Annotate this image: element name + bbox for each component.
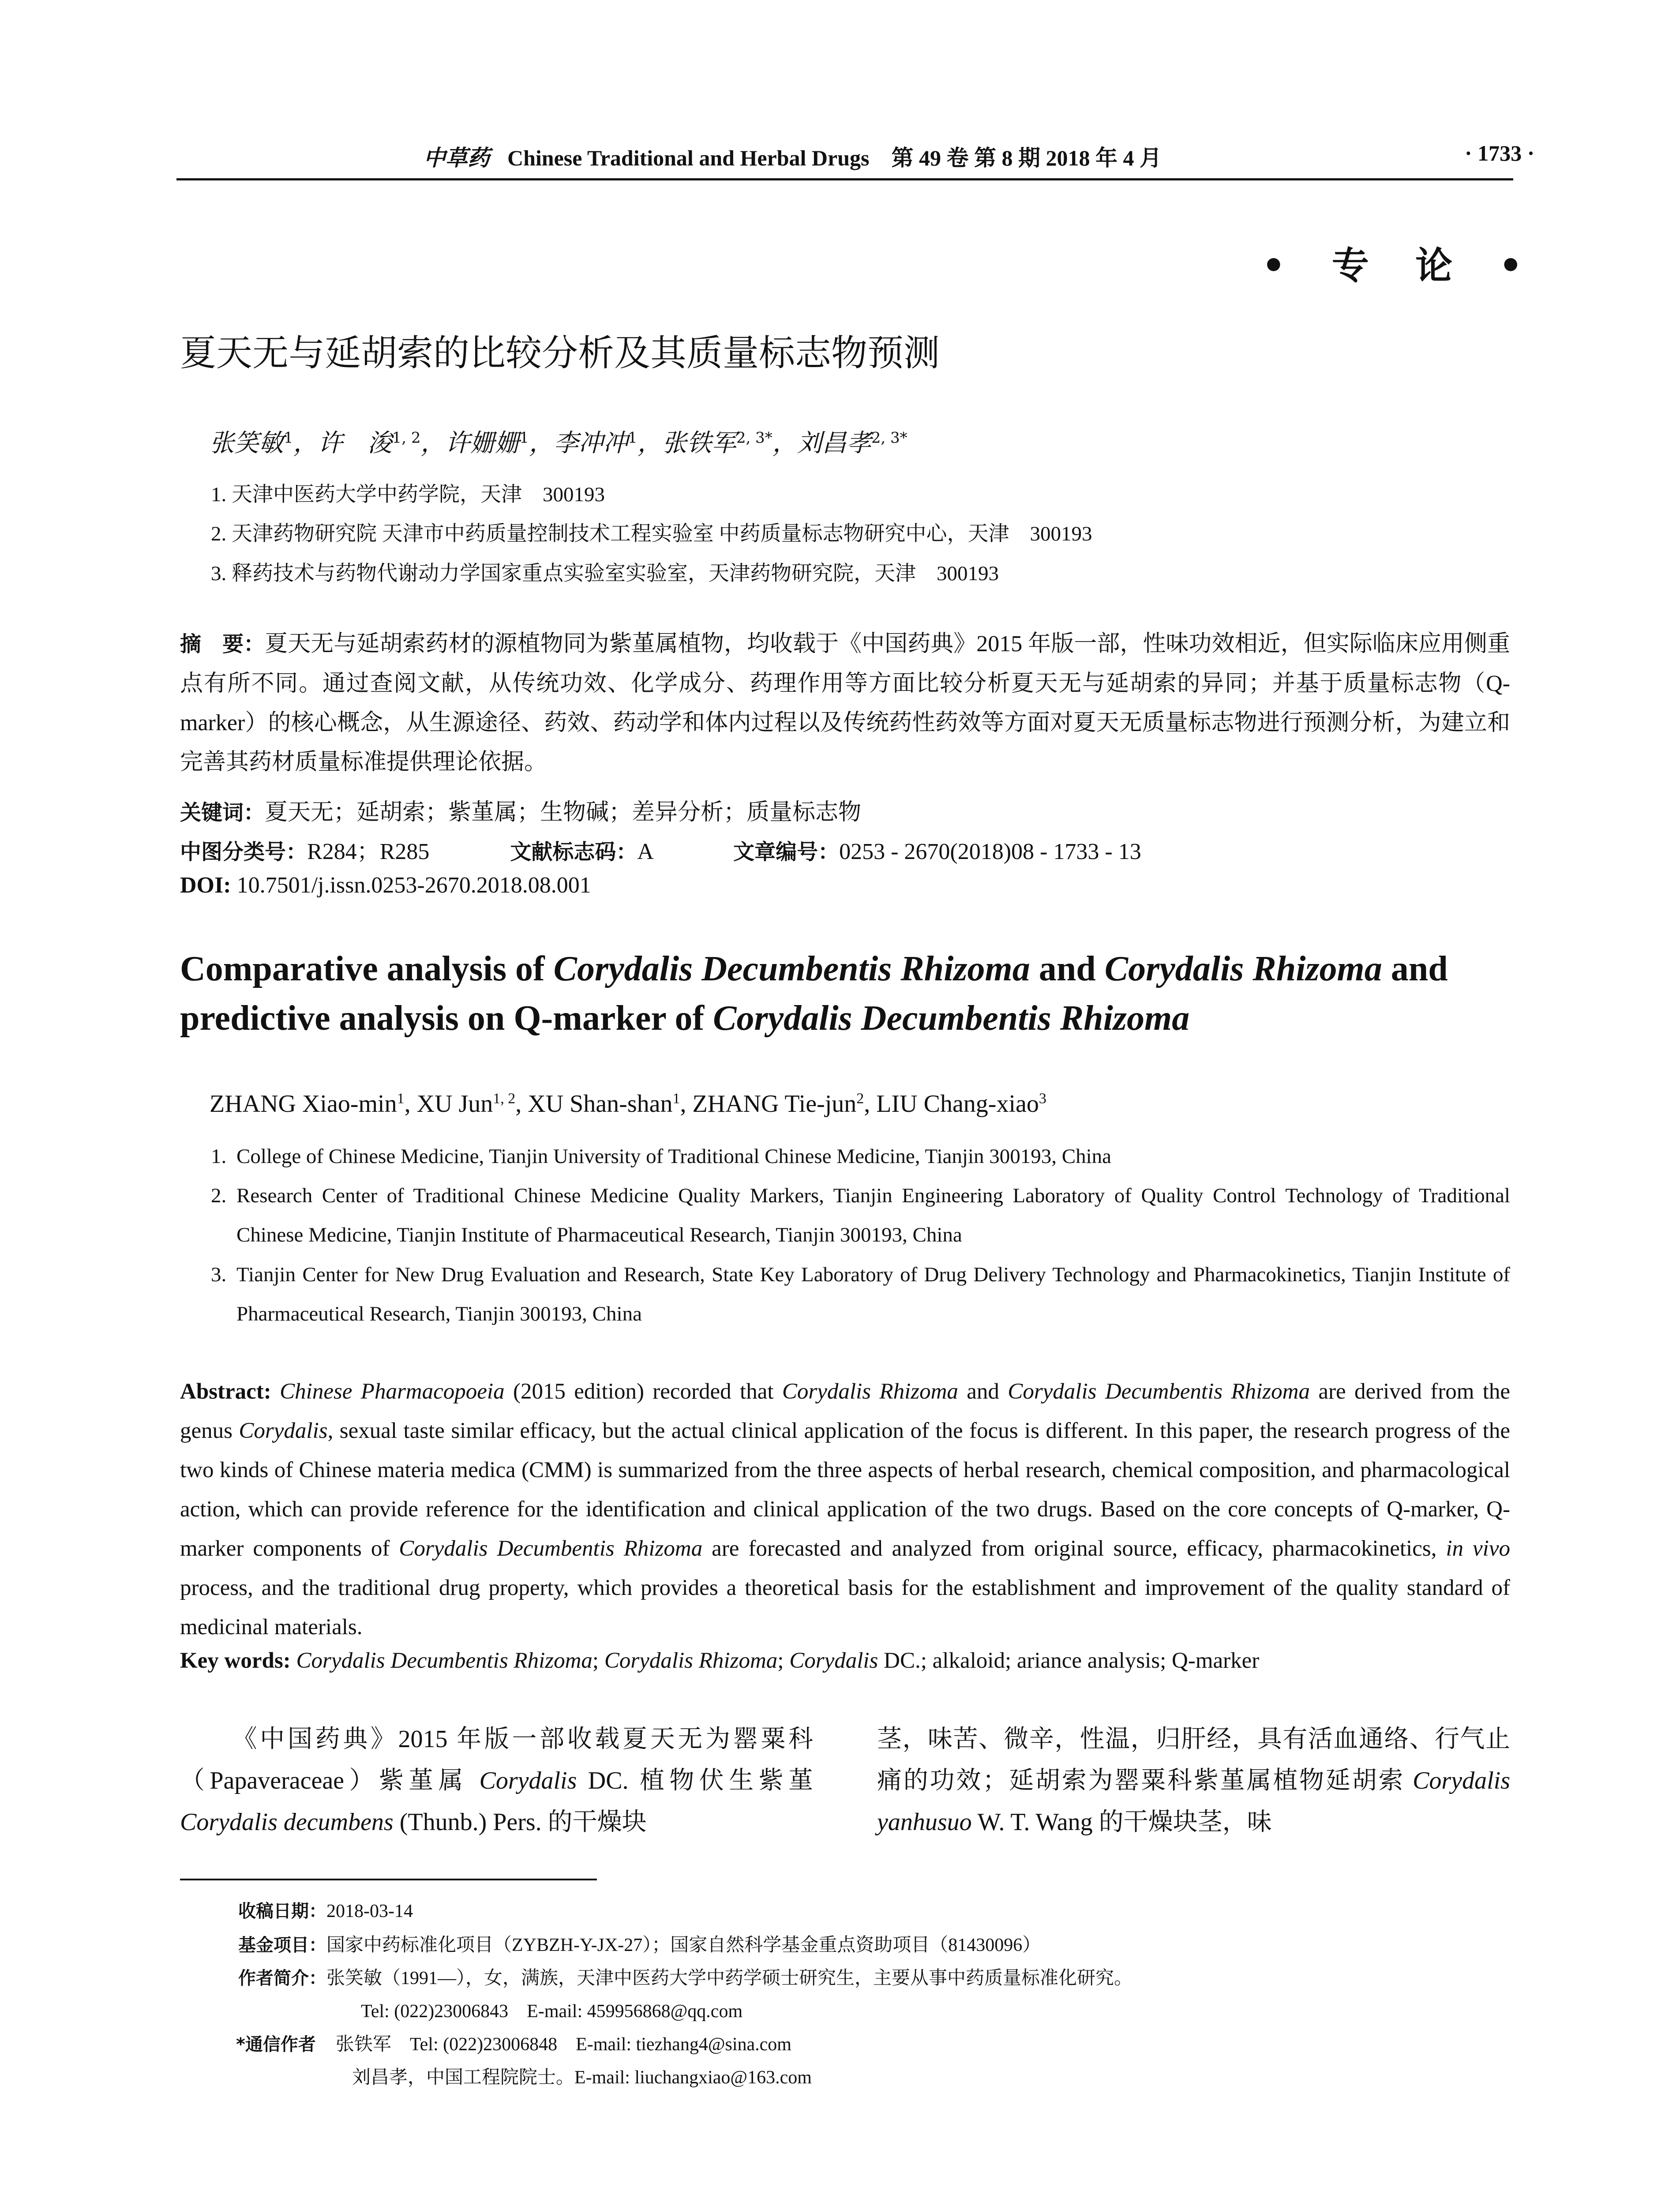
english-author-affiliation-mark: 1, 2 (493, 1090, 516, 1107)
footnote-author-bio: 作者简介：张笑敏（1991—），女，满族，天津中医药大学中药学硕士研究生，主要从事中药质量标准化研究。 (238, 1968, 1133, 1988)
english-abstract-segment: process, and the traditional drug property, which provides a theoretical basis for the establishment and improvement of the quality standard of medicinal materials. (180, 1576, 1510, 1639)
chinese-author-name: 许 浚 (318, 429, 392, 458)
chinese-author-affiliation-mark: 1 (519, 429, 529, 447)
body-left-segment: DC. 植物伏生紫堇 (577, 1767, 814, 1794)
english-author-affiliation-mark: 1 (672, 1090, 680, 1107)
footnote-received: 收稿日期：2018-03-14 (238, 1901, 413, 1921)
doi-label: DOI: (180, 873, 231, 898)
english-author-name: ZHANG Xiao-min (210, 1090, 397, 1118)
english-affiliation-3: 3. Tianjin Center for New Drug Evaluation and Research, State Key Laboratory of Drug Delivery Technology and Pharmacokinetics, Tianjin Institute of Pharmaceutical Research, Tianjin 300193, China (211, 1255, 1510, 1334)
footnote-corresponding-2: 刘昌孝，中国工程院院士。E-mail: liuchangxiao@163.com (352, 2067, 812, 2088)
english-author-affiliation-mark: 1 (397, 1090, 405, 1107)
english-abstract (180, 1372, 1510, 1647)
doi-line (180, 872, 591, 898)
english-keywords-segment: ; (592, 1648, 604, 1673)
chinese-abstract-label: 摘 要： (180, 632, 265, 657)
chinese-abstract (180, 624, 1510, 782)
english-authors: ZHANG Xiao-$\min^1$, XU Jun$^{1, 2}$, XU Shan-shan$^1$, ZHANG Tie-jun$^2$, LIU Chang-xiao$^3$ (210, 1090, 1046, 1118)
english-abstract-segment: (2015 edition) recorded that (504, 1379, 782, 1404)
doi-value: 10.7501/j.issn.0253-2670.2018.08.001 (236, 873, 591, 898)
document-code-label: 文献标志码： (510, 840, 638, 864)
english-abstract-segment: are derived from the genus (180, 1379, 1511, 1443)
english-title-segment: and predictive analysis on Q-marker of (180, 949, 1448, 1038)
chinese-author-affiliation-mark: 1, 2 (392, 429, 421, 447)
chinese-author-name: 张铁军 (662, 429, 736, 458)
chinese-author-name: 张笑敏 (210, 429, 284, 458)
footnote-fund: 基金项目：国家中药标准化项目（ZYBZH-Y-JX-27）；国家自然科学基金重点资助项目（81430096） (238, 1935, 1041, 1955)
column-tag: • 专 论 • (1262, 244, 1540, 287)
english-abstract-segment: , sexual taste similar efficacy, but the actual clinical application of the focus is different. In this paper, the research progress of the two kinds of Chinese materia medica (CMM) is summarized from the three aspects of herbal research, chemical composition, and pharmacological action, which can provide reference for the identification and clinical application of the two drugs. Based on the core concepts of Q-marker, Q-marker components of (180, 1418, 1510, 1561)
english-abstract-label: Abstract: (180, 1379, 271, 1404)
english-abstract-text (180, 1379, 1510, 1639)
english-abstract-segment: in vivo (1446, 1536, 1510, 1561)
classification-line (180, 833, 1141, 866)
chinese-keywords-text: 夏天无；延胡索；紫堇属；生物碱；差异分析；质量标志物 (265, 800, 862, 825)
english-keywords-label: Key words: (180, 1648, 291, 1673)
chinese-affiliation-2: 2. 天津药物研究院 天津市中药质量控制技术工程实验室 中药质量标志物研究中心，天津 300193 (211, 522, 1092, 545)
chinese-keywords-label: 关键词： (180, 800, 265, 825)
footnote-rule (180, 1879, 597, 1880)
chinese-abstract-text: 夏天无与延胡索药材的源植物同为紫堇属植物，均收载于《中国药典》2015 年版一部，性味功效相近，但实际临床应用侧重点有所不同。通过查阅文献，从传统功效、化学成分、药理作用等方面比较分析夏天无与延胡索的异同；并基于质量标志物（Q-marker）的核心概念，从生源途径、药效、药动学和体内过程以及传统药性药效等方面对夏天无质量标志物进行预测分析，为建立和完善其药材质量标准提供理论依据。 (180, 631, 1510, 775)
english-keywords-segment: Corydalis Decumbentis Rhizoma (296, 1648, 592, 1673)
english-keywords-text (291, 1648, 1260, 1673)
chinese-author-affiliation-mark: 1 (628, 429, 638, 447)
article-number-label: 文章编号： (733, 840, 840, 864)
page-number: · 1733 · (1465, 141, 1535, 165)
article-number-value: 0253 - 2670(2018)08 - 1733 - 13 (839, 839, 1141, 864)
english-keywords-segment: DC.; alkaloid; ariance analysis; Q-marker (878, 1648, 1260, 1673)
chinese-keywords (180, 793, 861, 826)
english-title-segment: Corydalis Decumbentis Rhizoma (713, 999, 1190, 1038)
english-keywords-segment: Corydalis (789, 1648, 878, 1673)
document-code-value: A (637, 839, 653, 864)
chinese-affiliation-1: 1. 天津中医药大学中药学院，天津 300193 (211, 483, 605, 506)
body-right-segment: 茎，味苦、微辛，性温，归肝经，具有活血通络、行气止痛的功效；延胡索为罂粟科紫堇属植物延胡索 (877, 1726, 1510, 1794)
running-header (424, 140, 1162, 172)
body-left-segment: Corydalis (479, 1767, 577, 1794)
english-abstract-segment (271, 1379, 280, 1404)
chinese-affiliation-3: 3. 释药技术与药物代谢动力学国家重点实验室实验室，天津药物研究院，天津 300193 (211, 562, 999, 585)
chinese-author-name: 许姗姗 (445, 429, 520, 458)
english-title-segment: Corydalis Decumbentis Rhizoma (553, 949, 1030, 988)
body-right-segment: Corydalis yanhusuo (877, 1767, 1510, 1836)
journal-issue-info: Chinese Traditional and Herbal Drugs 第 49 卷 第 8 期 2018 年 4 月 (507, 146, 1162, 170)
english-author-affiliation-mark: 3 (1039, 1090, 1046, 1107)
body-paragraph-left (180, 1726, 813, 1836)
chinese-author-name: 刘昌孝 (797, 429, 871, 458)
body-left-segment: Corydalis decumbens (180, 1808, 394, 1836)
english-affiliation-3-text: Tianjin Center for New Drug Evaluation and Research, State Key Laboratory of Drug Delivery Technology and Pharmacokinetics, Tianjin Institute of Pharmaceutical Research, Tianjin 300193, China (236, 1263, 1510, 1325)
english-abstract-segment: Chinese Pharmacopoeia (280, 1379, 505, 1404)
footnote-corresponding: *通信作者 张铁军 Tel: (022)23006848 E-mail: tiezhang4@sina.com (236, 2034, 791, 2055)
clc-value: R284；R285 (307, 839, 430, 864)
body-left-segment: 《中国药典》2015 年版一部收载夏天无为罂粟科（Papaveraceae）紫堇属 (180, 1726, 813, 1794)
english-abstract-segment: Corydalis Rhizoma (782, 1379, 958, 1404)
chinese-authors: 张笑敏$^1$，许 浚$^{1, 2}$，许姗姗$^1$，李冲冲$^1$，张铁军$^{2, 3*}$，刘昌孝$^{2, 3*}$ (210, 429, 908, 458)
chinese-author-affiliation-mark: 2, 3* (736, 429, 772, 447)
english-author-name: XU Jun (416, 1090, 493, 1118)
english-title-segment: Comparative analysis of (180, 949, 554, 988)
english-affiliation-2-text: Research Center of Traditional Chinese Medicine Quality Markers, Tianjin Engineering Laboratory of Quality Control Technology of Traditional Chinese Medicine, Tianjin Institute of Pharmaceutical Research, Tianjin 300193, China (236, 1184, 1510, 1246)
chinese-author-affiliation-mark: 2, 3* (871, 429, 908, 447)
chinese-author-name: 李冲冲 (554, 429, 628, 458)
english-affiliation-1: 1. College of Chinese Medicine, Tianjin University of Traditional Chinese Medicine, Tianjin 300193, China (211, 1145, 1112, 1168)
english-title-segment: and (1030, 949, 1105, 988)
english-affiliation-1-text: College of Chinese Medicine, Tianjin University of Traditional Chinese Medicine, Tianjin 300193, China (236, 1145, 1112, 1168)
header-rule (176, 178, 1513, 180)
chinese-author-affiliation-mark: 1 (284, 429, 293, 447)
english-abstract-segment: Corydalis (239, 1418, 328, 1443)
english-author-name: ZHANG Tie-jun (692, 1090, 857, 1118)
english-keywords (180, 1648, 1259, 1673)
chinese-title: 夏天无与延胡索的比较分析及其质量标志物预测 (180, 332, 940, 374)
body-right-segment: W. T. Wang 的干燥块茎，味 (971, 1808, 1272, 1836)
english-affiliation-2: 2. Research Center of Traditional Chinese Medicine Quality Markers, Tianjin Engineering Laboratory of Quality Control Technology of Traditional Chinese Medicine, Tianjin Institute of Pharmaceutical Research, Tianjin 300193, China (211, 1176, 1510, 1255)
english-title (180, 944, 1517, 1043)
english-keywords-segment: ; (777, 1648, 790, 1673)
body-column-right (877, 1718, 1510, 1843)
english-author-affiliation-mark: 2 (856, 1090, 864, 1107)
footnote-author-contact: Tel: (022)23006843 E-mail: 459956868@qq.com (361, 2001, 743, 2022)
body-paragraph-right (877, 1726, 1510, 1836)
english-abstract-segment: Corydalis Decumbentis Rhizoma (1008, 1379, 1310, 1404)
journal-name-cn: 中草药 (424, 145, 490, 171)
body-left-segment: (Thunb.) Pers. 的干燥块 (393, 1808, 647, 1836)
english-keywords-segment (291, 1648, 296, 1673)
clc-label: 中图分类号： (180, 840, 308, 864)
body-column-left (180, 1718, 813, 1843)
english-author-name: LIU Chang-xiao (876, 1090, 1039, 1118)
english-title-segment: Corydalis Rhizoma (1104, 949, 1382, 988)
english-keywords-segment: Corydalis Rhizoma (604, 1648, 778, 1673)
english-abstract-segment: and (958, 1379, 1008, 1404)
english-author-name: XU Shan-shan (528, 1090, 673, 1118)
english-abstract-segment: are forecasted and analyzed from original source, efficacy, pharmacokinetics, (702, 1536, 1446, 1561)
english-abstract-segment: Corydalis Decumbentis Rhizoma (399, 1536, 703, 1561)
